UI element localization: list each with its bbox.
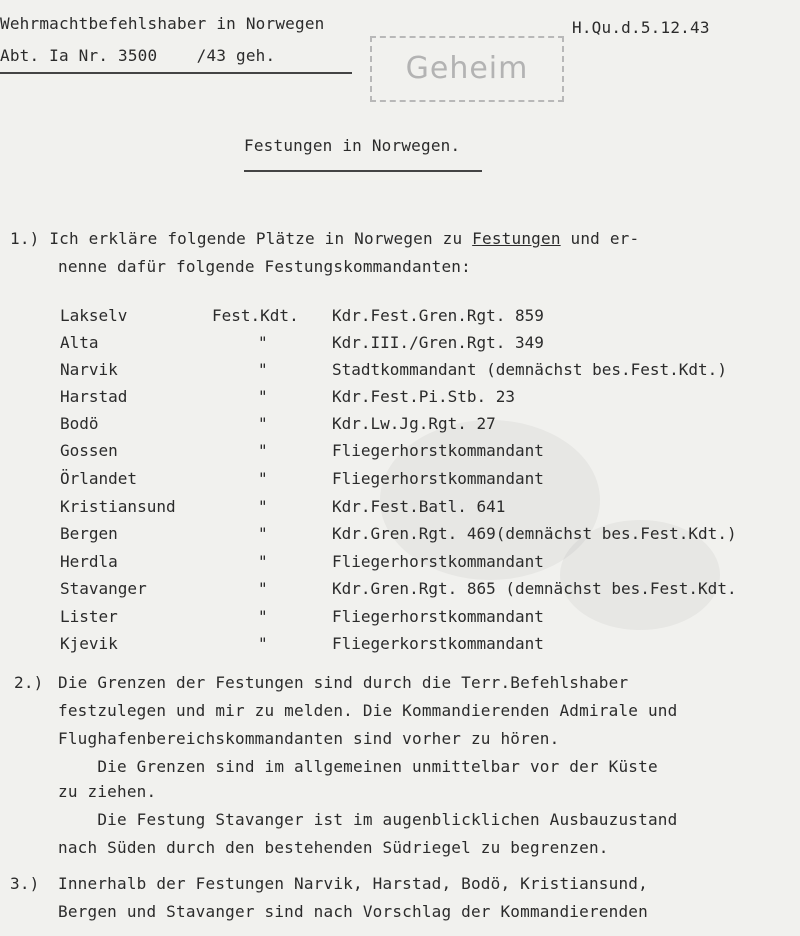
section2-line: nach Süden durch den bestehenden Südriegel zu begrenzen. — [58, 838, 609, 857]
section2-line: festzulegen und mir zu melden. Die Kommandierenden Admirale und — [58, 701, 678, 720]
table-row: Bergen " Kdr.Gren.Rgt. 469(demnächst bes.Fest.Kdt.) — [60, 524, 737, 543]
secret-stamp: Geheim — [370, 36, 564, 102]
section2-line: Flughafenbereichskommandanten sind vorher zu hören. — [58, 729, 560, 748]
section3-line: Bergen und Stavanger sind nach Vorschlag der Kommandierenden — [58, 902, 648, 921]
section1-line2: nenne dafür folgende Festungskommandanten: — [58, 257, 471, 276]
section3-number: 3.) — [10, 874, 40, 893]
title-underline — [244, 170, 482, 172]
document-title: Festungen in Norwegen. — [244, 136, 461, 155]
table-row: Lister " Fliegerhorstkommandant — [60, 607, 544, 626]
table-row: Harstad " Kdr.Fest.Pi.Stb. 23 — [60, 387, 516, 406]
section2-line: Die Festung Stavanger ist im augenblicklichen Ausbauzustand — [58, 810, 678, 829]
section2-line: Die Grenzen sind im allgemeinen unmittelbar vor der Küste — [58, 757, 658, 776]
table-row: Narvik " Stadtkommandant (demnächst bes.Fest.Kdt.) — [60, 360, 727, 379]
table-row: Stavanger " Kdr.Gren.Rgt. 865 (demnächst bes.Fest.Kdt. — [60, 579, 737, 598]
section2-number: 2.) — [14, 673, 44, 692]
section2-line: zu ziehen. — [58, 782, 157, 801]
table-row: Herdla " Fliegerhorstkommandant — [60, 552, 544, 571]
reference-number: Abt. Ia Nr. 3500 /43 geh. — [0, 46, 276, 65]
section3-line: Innerhalb der Festungen Narvik, Harstad, Bodö, Kristiansund, — [58, 874, 648, 893]
headquarters-date: H.Qu.d.5.12.43 — [572, 18, 710, 37]
section1-line1: 1.) Ich erkläre folgende Plätze in Norwegen zu Festungen und er- — [10, 229, 640, 248]
table-row: Gossen " Fliegerhorstkommandant — [60, 441, 544, 460]
section1-number: 1.) — [10, 229, 40, 248]
table-row: Kjevik " Fliegerkorstkommandant — [60, 634, 544, 653]
table-row: Kristiansund " Kdr.Fest.Batl. 641 — [60, 497, 506, 516]
table-row: Bodö " Kdr.Lw.Jg.Rgt. 27 — [60, 414, 496, 433]
issuing-authority: Wehrmachtbefehlshaber in Norwegen — [0, 14, 325, 33]
table-row: Alta " Kdr.III./Gren.Rgt. 349 — [60, 333, 544, 352]
header-rule — [0, 72, 352, 74]
fortresses-term: Festungen — [472, 229, 561, 248]
table-row: Lakselv Fest.Kdt. Kdr.Fest.Gren.Rgt. 859 — [60, 306, 544, 325]
table-row: Örlandet " Fliegerhorstkommandant — [60, 469, 544, 488]
section2-line: Die Grenzen der Festungen sind durch die Terr.Befehlshaber — [58, 673, 629, 692]
